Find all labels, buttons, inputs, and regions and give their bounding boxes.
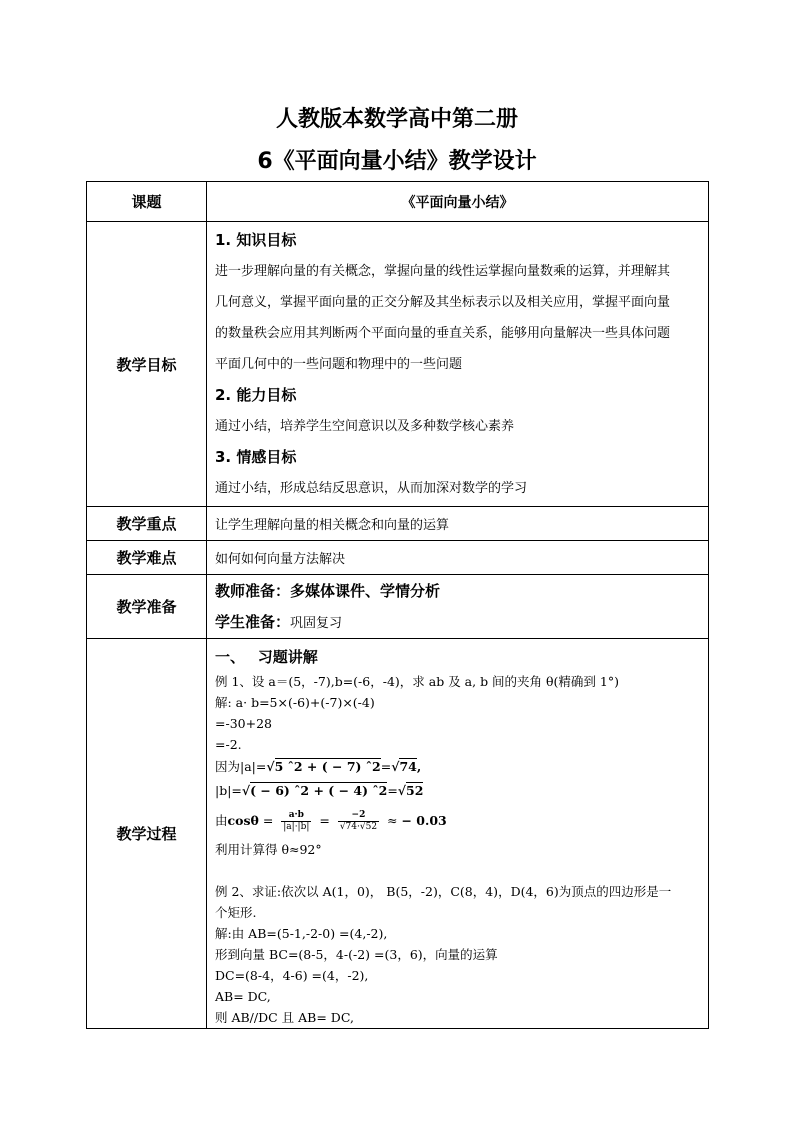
process-line: 个矩形. [215,905,257,920]
knowledge-heading: 1. 知识目标 [215,230,297,249]
difficulties-label: 教学难点 [87,541,207,575]
radicand: 52 [406,783,424,798]
student-prep-label: 学生准备： [215,612,291,631]
emotion-text: 通过小结，形成总结反思意识，从而加深对数学的学习 [215,480,528,496]
formula-norm-b [215,779,700,803]
comma: , [416,759,422,774]
process-line: AB= DC, [215,989,271,1004]
cos-symbol: cosθ [227,813,259,828]
radicand: ( − 6) ˆ2 + ( − 4) ˆ2 [250,783,388,798]
process-line: 例 1、设 a＝(5，-7),b=(-6，-4)，求 ab 及 a, b 间的夹角 θ(精确到 1°) [215,674,619,689]
blank-line [215,860,700,881]
row-key-points [87,507,709,541]
difficulties-value: 如何如何向量方法解决 [207,541,709,575]
row-topic [87,182,709,222]
topic-label: 课题 [87,182,207,222]
formula-prefix: |b|= [215,783,242,798]
teacher-prep-value: 多媒体课件、学情分析 [290,581,441,600]
lesson-plan-table [86,181,709,1029]
teacher-prep-label: 教师准备： [215,581,291,600]
equals-sign: = [387,783,398,798]
process-line: 解: a· b=5×(-6)+(-7)×(-4) [215,695,375,710]
ability-text: 通过小结，培养学生空间意识以及多种数学核心素养 [215,418,515,434]
calc-result: 利用计算得 θ≈92° [215,842,322,857]
preparation-label: 教学准备 [87,575,207,639]
row-objectives [87,222,709,507]
fraction [338,810,379,833]
fraction-numerator: a·b [281,810,311,822]
row-process [87,639,709,1029]
document-subtitle: 6《平面向量小结》教学设计 [257,149,537,174]
student-prep [215,607,700,638]
process-content [207,639,709,1029]
key-points-label: 教学重点 [87,507,207,541]
preparation-content [207,575,709,639]
key-points-value: 让学生理解向量的相关概念和向量的运算 [207,507,709,541]
formula-prefix: 因为|a|= [215,759,267,774]
process-heading: 一、 习题讲解 [215,648,318,666]
process-line: =-30+28 [215,716,272,731]
sqrt-symbol: √ [241,783,251,798]
process-line: 则 AB//DC 且 AB= DC, [215,1010,354,1025]
fraction [281,810,311,833]
objectives-label: 教学目标 [87,222,207,507]
teacher-prep [215,576,700,607]
fraction-denominator: |a|·|b| [283,822,310,832]
equals-sign: = [258,813,278,828]
formula-cos [215,803,700,839]
process-line: 形到向量 BC=(8-5，4-(-2) =(3，6)，向量的运算 [215,947,498,962]
row-difficulties [87,541,709,575]
document-title: 人教版本数学高中第二册 [275,107,518,132]
process-line: =-2. [215,737,242,752]
row-preparation [87,575,709,639]
sqrt-symbol: √ [391,759,400,774]
fraction-numerator: −2 [338,810,379,822]
sqrt-symbol: √ [397,783,407,798]
cos-value: − 0.03 [401,813,447,828]
equals-sign: = [315,813,334,828]
process-line: 解:由 AB=(5-1,-2-0) =(4,-2), [215,926,388,941]
topic-value: 《平面向量小结》 [207,182,709,222]
knowledge-line: 的数量秩会应用其判断两个平面向量的垂直关系，能够用向量解决一些具体问题 [215,325,671,341]
emotion-heading: 3. 情感目标 [215,447,297,466]
sqrt-symbol: √ [266,759,275,774]
formula-norm-a [215,755,700,779]
formula-prefix: 由 [215,813,228,828]
fraction-denominator: √74·√52 [339,822,378,832]
process-line: 例 2、求证:依次以 A(1，0)， B(5，-2)，C(8，4)，D(4，6)为顶点的四边形是一 [215,884,672,899]
student-prep-value: 巩固复习 [290,615,343,631]
knowledge-line: 几何意义，掌握平面向量的正交分解及其坐标表示以及相关应用，掌握平面向量 [215,294,671,310]
knowledge-line: 进一步理解向量的有关概念，掌握向量的线性运掌握向量数乘的运算，并理解其 [215,263,671,279]
equals-sign: = [380,759,392,774]
process-line: DC=(8-4，4-6) =(4，-2), [215,968,369,983]
knowledge-line: 平面几何中的一些问题和物理中的一些问题 [215,356,463,372]
radicand: 74 [399,759,417,774]
radicand: 5 ˆ2 + ( − 7) ˆ2 [274,759,381,774]
approx-sign: ≈ [383,813,402,828]
ability-heading: 2. 能力目标 [215,385,297,404]
objectives-content [207,222,709,507]
process-label: 教学过程 [87,639,207,1029]
